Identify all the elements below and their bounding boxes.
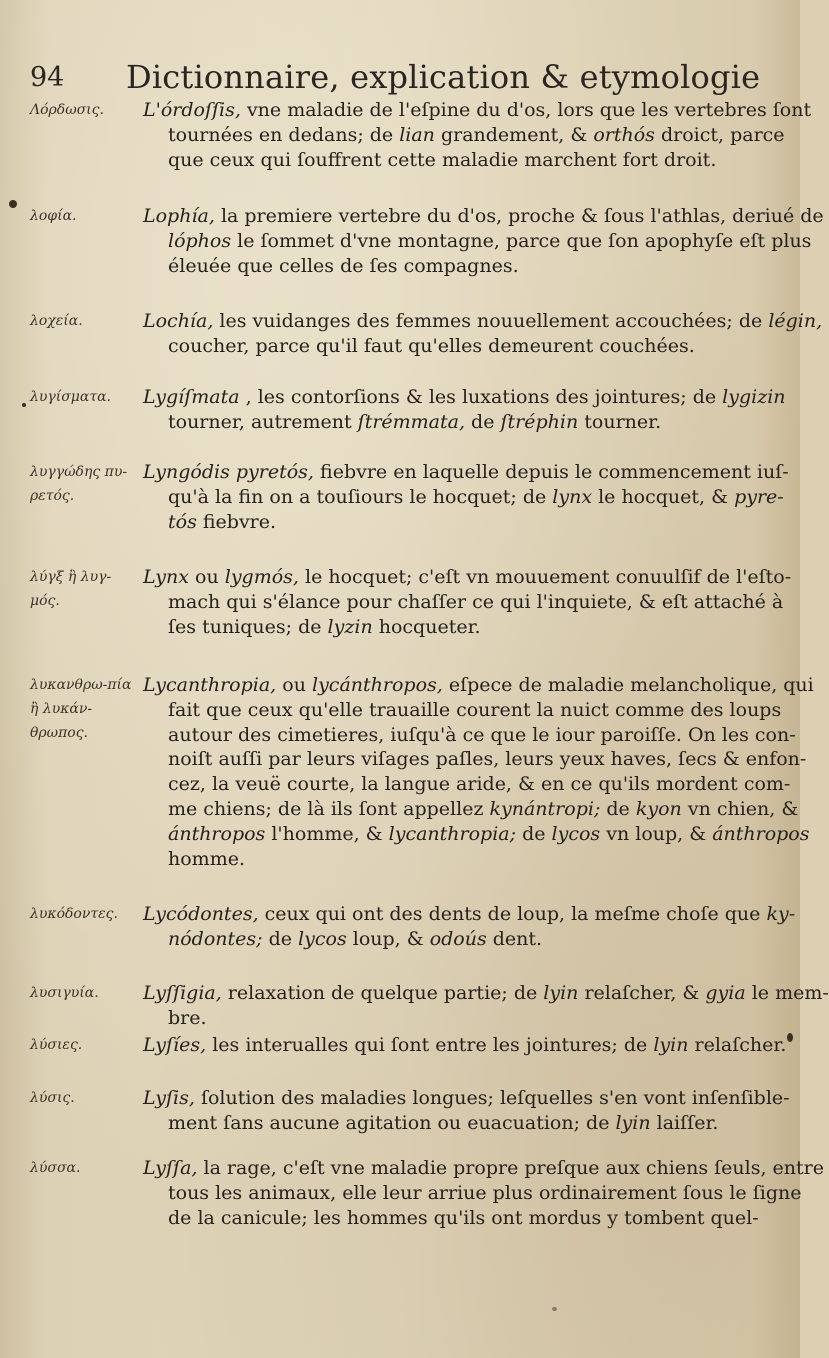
text-run: de: [465, 410, 501, 433]
text-run: droict, parce: [654, 123, 785, 146]
italic-term: lycos: [298, 927, 347, 950]
text-run: tourner.: [578, 410, 662, 433]
italic-term: Lycanthropia,: [143, 674, 277, 696]
ink-speck: [552, 1307, 557, 1311]
text-line: [143, 565, 792, 590]
italic-term: ſtréphin: [500, 410, 579, 433]
text-line: [143, 334, 738, 359]
entry-text: [143, 98, 812, 172]
italic-term: L'órdoſſis,: [143, 99, 241, 121]
entry-text: [143, 565, 792, 639]
greek-headword: λυκόδοντες.: [30, 906, 118, 922]
text-run: laiſſer.: [650, 1111, 719, 1134]
text-run: ſolution des maladies longues; leſquelles s'en vont inſenſible-: [194, 1087, 790, 1109]
text-run: les vuidanges des femmes nouuellement accouchées; de: [213, 310, 769, 332]
text-run: de: [516, 822, 552, 845]
text-run: relaſcher.: [688, 1034, 787, 1056]
italic-term: odoús: [429, 927, 487, 950]
italic-term: gyia: [705, 982, 746, 1004]
text-run: ſes tuniques; de: [168, 615, 328, 638]
text-line: [143, 148, 738, 173]
italic-term: lycánthropos,: [312, 674, 443, 696]
greek-headword: λύσιες.: [30, 1037, 83, 1053]
text-run: le hocquet, &: [592, 485, 735, 508]
text-line: [143, 797, 799, 822]
italic-term: ánthropos: [168, 822, 266, 845]
text-line: [143, 485, 784, 510]
text-run: grandement, &: [434, 123, 594, 146]
italic-term: Lyſíes,: [143, 1034, 207, 1056]
text-run: les interualles qui ſont entre les jointures; de: [206, 1034, 654, 1056]
italic-term: ſtrémmata,: [357, 410, 466, 433]
italic-term: lian: [399, 123, 435, 146]
text-run: dent.: [486, 927, 543, 950]
text-line: [143, 981, 829, 1006]
text-run: coucher, parce qu'il faut qu'elles demeurent couchées.: [168, 334, 695, 357]
text-run: me chiens; de là ils ſont appellez: [168, 797, 490, 820]
text-line: [143, 309, 823, 334]
greek-headword: λοφία.: [30, 208, 77, 224]
greek-headword: λοχεία.: [30, 313, 83, 329]
text-run: autour des cimetieres, iuſqu'à ce que le iour paroiſſe. On les con-: [168, 723, 796, 746]
text-run: ou: [188, 566, 225, 588]
italic-term: lyin: [543, 982, 579, 1004]
text-line: [143, 1181, 802, 1206]
italic-term: lyin: [615, 1111, 651, 1134]
text-line: [143, 385, 786, 410]
text-line: [143, 1206, 759, 1231]
italic-term: Lynx: [143, 566, 189, 588]
italic-term: Lygíſmata: [143, 386, 240, 408]
page-number: 94: [30, 62, 65, 93]
text-run: relaxation de quelque partie; de: [221, 982, 544, 1004]
text-run: vn chien, &: [681, 797, 799, 820]
italic-term: Lyſſa,: [143, 1157, 198, 1179]
greek-headword: λυγίσματα.: [30, 389, 111, 405]
text-run: le ſommet d'vne montagne, parce que ſon apophyſe eſt plus: [231, 229, 812, 252]
text-run: la rage, c'eſt vne maladie propre preſque aux chiens ſeuls, entre: [197, 1157, 824, 1179]
text-run: de: [262, 927, 299, 950]
text-run: loup, &: [346, 927, 430, 950]
text-run: ment ſans aucune agitation ou euacuation; de: [168, 1111, 616, 1134]
entry-text: [143, 1156, 824, 1230]
text-line: [143, 410, 738, 435]
text-run: mach qui s'élance pour chaſſer ce qui l'inquiete, & eſt attaché à: [168, 590, 784, 613]
text-run: homme.: [168, 847, 245, 870]
italic-term: lóphos: [168, 229, 232, 252]
text-run: fait que ceux qu'elle trauaille courent la nuict comme des loups: [168, 698, 782, 721]
entry-text: [143, 204, 824, 278]
text-run: l'homme, &: [265, 822, 389, 845]
italic-term: Lochía,: [143, 310, 214, 332]
ink-speck: [22, 403, 26, 407]
entry-text: [143, 673, 814, 871]
text-run: ou: [276, 674, 312, 696]
text-run: noiſt auſſi par leurs viſages paſles, leurs yeux haves, ſecs & enfon-: [168, 748, 807, 771]
italic-term: lycos: [551, 822, 601, 845]
text-run: , les contorſions & les luxations des jointures; de: [239, 386, 723, 408]
text-line: [143, 460, 789, 485]
text-line: [143, 1006, 738, 1031]
entry-text: [143, 981, 829, 1031]
text-line: [143, 1156, 824, 1181]
text-line: [143, 902, 796, 927]
text-run: cez, la veuë courte, la langue aride, & en ce qu'ils mordent com-: [168, 773, 791, 796]
italic-term: kyon: [635, 797, 682, 820]
italic-term: lycanthropia;: [388, 822, 517, 845]
entry-text: [143, 902, 796, 952]
text-line: [143, 229, 812, 254]
text-line: [143, 510, 738, 535]
text-line: [143, 723, 796, 748]
greek-headword: λύσσα.: [30, 1160, 81, 1176]
text-run: fiebvre.: [196, 510, 277, 533]
italic-term: Lyngódis pyretós,: [143, 461, 314, 483]
text-run: eſpece de maladie melancholique, qui: [442, 674, 814, 696]
text-run: fiebvre en laquelle depuis le commencement iuſ-: [313, 461, 789, 483]
text-run: le hocquet; c'eſt vn mouuement conuulſif de l'eſto-: [298, 566, 792, 588]
text-line: [143, 98, 812, 123]
text-line: [143, 822, 810, 847]
text-run: vn loup, &: [600, 822, 713, 845]
italic-term: lyin: [653, 1034, 689, 1056]
text-run: relaſcher, &: [578, 982, 706, 1004]
running-title: Dictionnaire, explication & etymologie: [126, 58, 761, 96]
text-line: [143, 927, 738, 952]
italic-term: tós: [168, 510, 197, 533]
italic-term: kynántropi;: [489, 797, 601, 820]
text-run: que ceux qui ſouffrent cette maladie marchent fort droit.: [168, 148, 717, 171]
entry-text: [143, 460, 789, 534]
text-run: tournées en dedans; de: [168, 123, 400, 146]
text-run: tous les animaux, elle leur arriue plus ordinairement ſous le ſigne: [168, 1181, 802, 1204]
text-line: [143, 673, 814, 698]
ink-speck: [787, 1033, 793, 1042]
greek-headword: λύγξ ἢ λυγ-μός.: [30, 569, 112, 609]
italic-term: légin,: [768, 310, 823, 332]
greek-headword: λυγγώδης πυ-ρετός.: [30, 464, 128, 504]
text-line: [143, 1086, 790, 1111]
text-run: de la canicule; les hommes qu'ils ont mordus y tombent quel-: [168, 1206, 759, 1229]
text-line: [143, 847, 738, 872]
text-run: ceux qui ont des dents de loup, la meſme choſe que: [258, 903, 767, 925]
italic-term: lygizin: [722, 386, 786, 408]
greek-headword: λυκανθρω-πία ἢ λυκάν-θρωπος.: [30, 677, 132, 741]
italic-term: lyzin: [327, 615, 373, 638]
text-line: [143, 204, 824, 229]
italic-term: Lyſſigia,: [143, 982, 222, 1004]
italic-term: Lycódontes,: [143, 903, 259, 925]
italic-term: ánthropos: [712, 822, 810, 845]
page-header: [30, 58, 790, 102]
italic-term: nódontes;: [168, 927, 263, 950]
text-line: [143, 590, 784, 615]
greek-headword: Λόρδωσις.: [30, 102, 104, 118]
entry-text: [143, 1086, 790, 1136]
text-line: [143, 747, 807, 772]
text-line: [143, 698, 782, 723]
text-line: [143, 1111, 738, 1136]
italic-term: lynx: [552, 485, 593, 508]
greek-headword: λύσις.: [30, 1090, 75, 1106]
text-run: de: [600, 797, 636, 820]
text-run: la premiere vertebre du d'os, proche & ſous l'athlas, deriué de: [214, 205, 824, 227]
ink-speck: [9, 200, 17, 208]
text-line: [143, 615, 738, 640]
italic-term: ky-: [766, 903, 796, 925]
italic-term: Lyſis,: [143, 1087, 195, 1109]
text-run: le mem-: [745, 982, 829, 1004]
italic-term: lygmós,: [224, 566, 299, 588]
entry-text: [143, 385, 786, 435]
entry-text: [143, 309, 823, 359]
text-line: [143, 772, 791, 797]
text-run: bre.: [168, 1006, 207, 1029]
text-line: [143, 254, 738, 279]
italic-term: Lophía,: [143, 205, 215, 227]
text-run: tourner, autrement: [168, 410, 358, 433]
text-line: [143, 1033, 787, 1058]
entry-text: [143, 1033, 787, 1058]
text-run: vne maladie de l'eſpine du d'os, lors que les vertebres ſont: [240, 99, 812, 121]
text-run: hocqueter.: [372, 615, 481, 638]
text-line: [143, 123, 785, 148]
greek-headword: λυσιγυία.: [30, 985, 99, 1001]
text-run: qu'à la fin on a touſiours le hocquet; de: [168, 485, 553, 508]
italic-term: pyre-: [734, 485, 784, 508]
italic-term: orthós: [593, 123, 655, 146]
text-run: éleuée que celles de ſes compagnes.: [168, 254, 519, 277]
